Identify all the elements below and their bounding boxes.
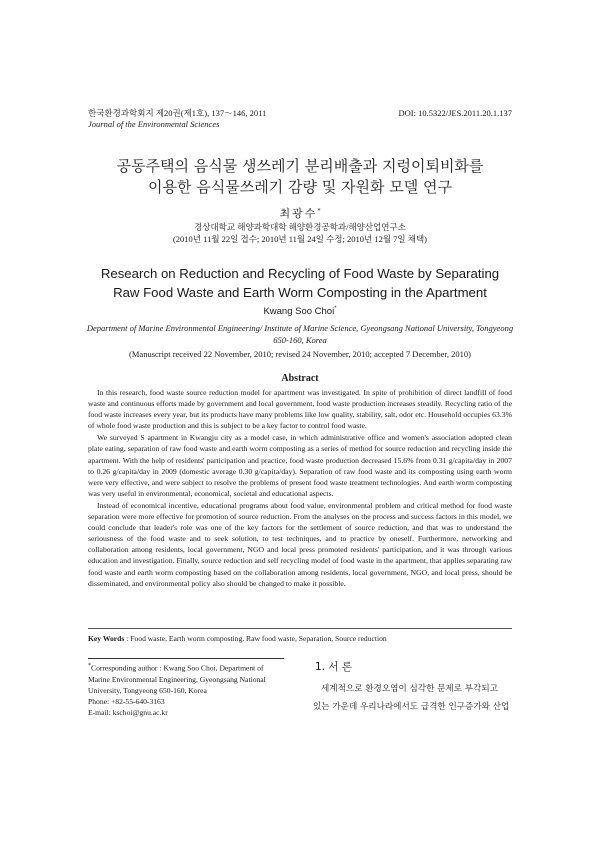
- journal-name-en: Journal of the Environmental Sciences: [88, 119, 220, 129]
- doi: DOI: 10.5322/JES.2011.20.1.137: [398, 108, 512, 118]
- korean-author-name: 최광수: [279, 207, 318, 220]
- footnote-phone: Phone: +82-55-640-3163: [88, 696, 165, 706]
- footnote-email: E-mail: kschoi@gnu.ac.kr: [88, 707, 168, 717]
- korean-title-line2: 이용한 음식물쓰레기 감량 및 자원화 모델 연구: [148, 178, 452, 196]
- footnote-mark: *: [88, 663, 91, 669]
- section-heading: 1. 서 론: [315, 661, 352, 673]
- english-author: [0, 306, 600, 317]
- keywords: [88, 634, 512, 643]
- english-title-line2: Raw Food Waste and Earth Worm Composting in the Apartment: [113, 285, 487, 300]
- footnote: [88, 661, 284, 718]
- footnote-divider: [88, 658, 284, 659]
- korean-author: [0, 205, 600, 221]
- english-affiliation: Department of Marine Environmental Engineering/ Institute of Marine Science, Gyeongsang National University, Tongyeong 650-160, Korea: [86, 323, 514, 345]
- korean-affiliation-block: [0, 221, 600, 245]
- english-title-line1: Research on Reduction and Recycling of Food Waste by Separating: [100, 266, 500, 281]
- english-title: [60, 264, 540, 302]
- english-dates: (Manuscript received 22 November, 2010; revised 24 November, 2010; accepted 7 December, 2010): [129, 349, 471, 359]
- body-line: 있는 가운데 우리나라에서도 급격한 인구증가와 산업: [313, 702, 510, 712]
- corresponding-mark: *: [334, 306, 337, 312]
- keywords-label: Key Words: [88, 634, 125, 643]
- section-body: [313, 680, 513, 716]
- journal-header: [88, 108, 266, 130]
- abstract-body: [88, 387, 512, 590]
- abstract-divider: [88, 628, 512, 629]
- footnote-corresponding: [88, 661, 284, 696]
- abstract-paragraph: In this research, food waste source reduction model for apartment was investigated. In spite of prohibition of direct landfill of food waste and continuous efforts made by government and local government, food waste production increases steadily. Recycling ratio of the food waste increases every year, but its products have many problems like low quality, stability, salt, odor etc. Household occupies 63.3% of whole food waste production and this is subject to be a key factor to control food waste.: [88, 388, 512, 431]
- footnote-corresponding-text: Corresponding author : Kwang Soo Choi, Department of Marine Environmental Engineering, Gyeongsang National University, Tongyeong 650-160, Korea: [88, 663, 266, 695]
- abstract-paragraph: Instead of economical incentive, educational programs about food value, environmental problem and critical method for food waste separation were more effective for promotion of source reduction. From the analyses on the process and success factors in this model, we could conclude that leader's role was one of the key factors for the settlement of source reduction, and that was to understand the seriousness of the food waste and to seek solution, to test techniques, and to practice by oneself. Furthermore, networking and collaboration among residents, local government, NGO and local press promoted residents' participation, and it was through various education and investigation. Finally, source reduction and self recycling model of food waste in the apartment, that applies separating raw food waste and earth worm composting based on the collaboration among residents, local government, NGO, and local press, should be disseminated, and environmental policy also should be changed to make it possible.: [88, 500, 512, 588]
- body-line: 세계적으로 환경오염이 심각한 문제로 부각되고: [321, 684, 498, 694]
- korean-title: [60, 156, 540, 198]
- abstract-heading: Abstract: [281, 373, 319, 384]
- korean-title-line1: 공동주택의 음식물 생쓰레기 분리배출과 지렁이퇴비화를: [116, 157, 484, 175]
- abstract-paragraph: We surveyed S apartment in Kwangju city as a model case, in which administrative office and women's association adopted clean plate eating, separation of raw food waste and earth worm composting as a series of method for source reduction and recycling inside the apartment. With the help of residents' participation and practice, food waste production decreased 15.6% from 0.31 g/capita/day in 2007 to 0.26 g/capita/day in 2009 (domestic average 0.30 g/capita/day). Separation of raw food waste and its composting using earth worm were very effective, and were subject to resolve the problems of present food waste treatment technologies. And earth worm composting was very useful in environmental, economical, societal and educational aspects.: [88, 433, 512, 498]
- korean-dates: (2010년 11월 22일 접수; 2010년 11월 24일 수정; 2010년 12월 7일 채택): [172, 234, 428, 244]
- keywords-text: : Food waste, Earth worm composting, Raw food waste, Separation, Source reduction: [124, 634, 387, 643]
- corresponding-mark: *: [317, 207, 321, 215]
- english-author-name: Kwang Soo Choi: [263, 306, 335, 318]
- journal-citation-ko: 한국환경과학회지 제20권(제1호), 137～146, 2011: [88, 108, 267, 118]
- korean-affiliation: 경상대학교 해양과학대학 해양환경공학과/해양산업연구소: [194, 222, 406, 232]
